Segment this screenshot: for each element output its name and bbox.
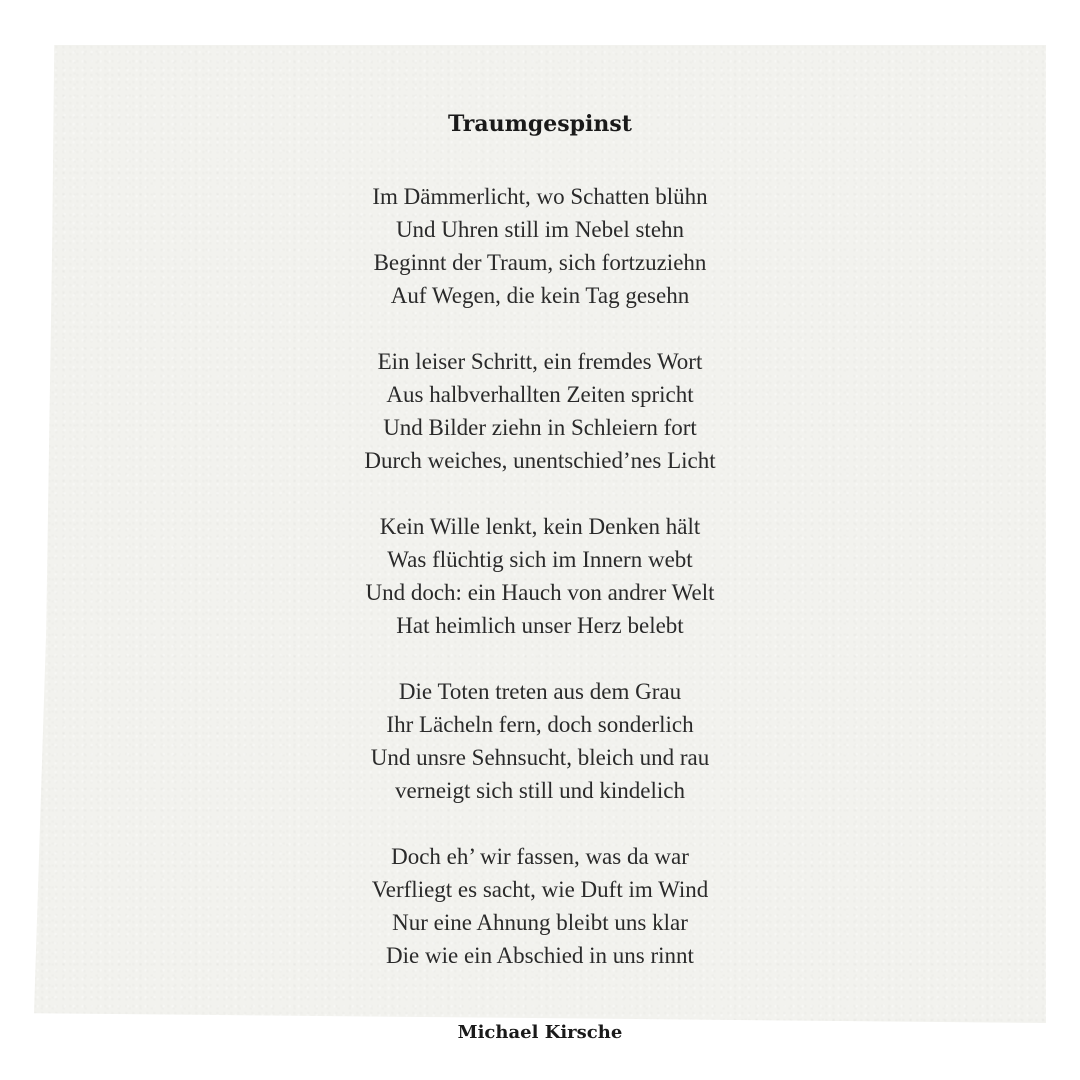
poem-line: Was flüchtig sich im Innern webt bbox=[387, 547, 693, 572]
poem-line: Auf Wegen, die kein Tag gesehn bbox=[390, 283, 690, 308]
poem-line: Nur eine Ahnung bleibt uns klar bbox=[392, 910, 688, 935]
poem-line: Ein leiser Schritt, ein fremdes Wort bbox=[377, 349, 703, 374]
poem-line: Und Bilder ziehn in Schleiern fort bbox=[383, 415, 697, 440]
stanza-5 bbox=[0, 840, 1080, 972]
poem-line: Die Toten treten aus dem Grau bbox=[398, 679, 682, 704]
poem-line: Kein Wille lenkt, kein Denken hält bbox=[379, 514, 701, 539]
poem-title: Traumgespinst bbox=[448, 111, 632, 137]
poem-line: Und doch: ein Hauch von andrer Welt bbox=[365, 580, 715, 605]
poem-body bbox=[0, 180, 1080, 1005]
poem-line: Verfliegt es sacht, wie Duft im Wind bbox=[371, 877, 709, 902]
author-name: Michael Kirsche bbox=[457, 1022, 623, 1043]
stanza-4 bbox=[0, 675, 1080, 807]
stanza-1 bbox=[0, 180, 1080, 312]
poem-line: Aus halbverhallten Zeiten spricht bbox=[386, 382, 694, 407]
poem-line: Die wie ein Abschied in uns rinnt bbox=[386, 943, 694, 968]
poem-line: Im Dämmerlicht, wo Schatten blühn bbox=[372, 184, 708, 209]
stanza-3 bbox=[0, 510, 1080, 642]
poem-line: Und unsre Sehnsucht, bleich und rau bbox=[370, 745, 710, 770]
poem-line: Durch weiches, unentschied’nes Licht bbox=[364, 448, 716, 473]
poem-line: Ihr Lächeln fern, doch sonderlich bbox=[386, 712, 694, 737]
poem-line: Beginnt der Traum, sich fortzuziehn bbox=[373, 250, 707, 275]
poem-line: Hat heimlich unser Herz belebt bbox=[396, 613, 684, 638]
poem-line: Doch eh’ wir fassen, was da war bbox=[391, 844, 689, 869]
poem-line: Und Uhren still im Nebel stehn bbox=[395, 217, 685, 242]
stanza-2 bbox=[0, 345, 1080, 477]
poem-line: verneigt sich still und kindelich bbox=[394, 778, 685, 803]
